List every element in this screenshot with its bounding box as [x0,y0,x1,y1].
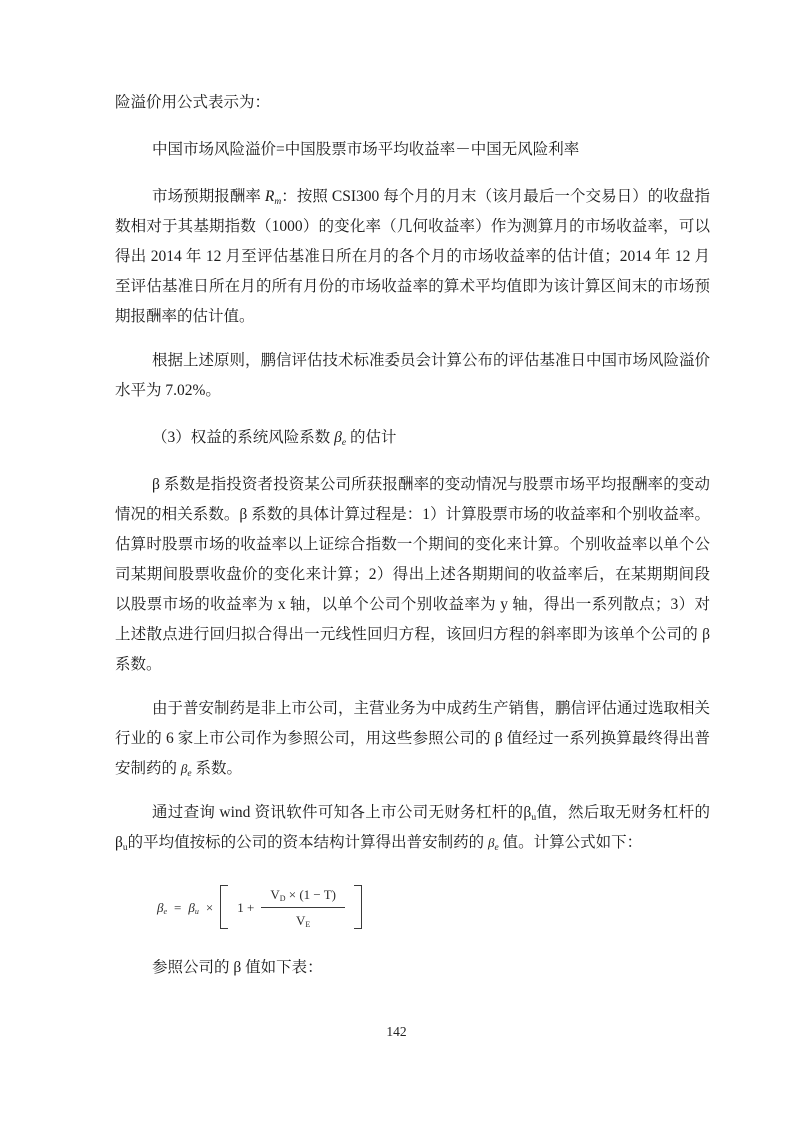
beta-u-subscript: u [122,843,128,853]
beta-base: β [188,899,195,915]
formula-beta-u [188,899,198,916]
beta-subscript: e [163,906,168,916]
ve-base: V [296,913,306,928]
text-run: 系数。 [191,760,242,777]
beta-e-symbol [180,761,192,779]
beta-subscript: u [194,906,199,916]
vd-subscript: D [279,894,286,903]
beta-u-subscript: u [531,813,537,823]
one-plus-term: 1 + [237,899,255,915]
text-run: ：按照 CSI300 每个月的月末（该月最后一个交易日）的收盘指数相对于其基期指数（1000）的变化率（几何收益率）作为测算月的市场收益率，可以得出 2014 年 12 月至评估基准日所在月的各个月的市场收益率的估计值；2014 年 12 月至评估基准日所在月的所有月份的市场收益率的算术平均值即为该计算区间末的市场预期报酬率的估计值。 [115,188,710,325]
rm-symbol [265,188,281,205]
left-bracket [220,885,228,929]
beta-conversion-formula [157,885,710,929]
equals-sign: = [174,899,182,915]
text-run: 的平均值按标的公司的资本结构计算得出普安制药的 [127,834,489,851]
section-heading-beta-estimate [115,423,710,453]
paragraph-beta-table-intro: 参照公司的 β 值如下表： [152,959,323,976]
beta-base: β [488,835,495,850]
fraction-numerator [261,885,345,908]
right-bracket [354,885,362,929]
text-run: 通过查询 wind 资讯软件可知各上市公司无财务杠杆的β [152,804,532,821]
paragraph-comparable-companies [115,694,710,784]
market-risk-premium-equation: 中国市场风险溢价=中国股票市场平均收益率－中国无风险利率 [152,141,580,158]
beta-e-symbol [334,429,346,446]
beta-subscript: e [341,438,347,448]
beta-e-symbol [488,835,499,853]
heading-text: （3）权益的系统风险系数 [152,429,335,446]
paragraph-market-expected-return [115,182,710,332]
text-run: 值。计算公式如下： [498,834,643,851]
fraction [261,885,345,929]
paragraph-wind-query [115,798,710,858]
numerator-rest: × (1 − T) [285,887,337,902]
page-number: 142 [386,1024,407,1039]
text-run: 由于普安制药是非上市公司，主营业务为中成药生产销售，鹏信评估通过选取相关行业的 6 家上市公司作为参照公司，用这些参照公司的 β 值经过一系列换算最终得出普安制药的 [115,700,711,777]
fraction-denominator [261,908,345,929]
paragraph-beta-definition: β 系数是指投资者投资某公司所获报酬率的变动情况与股票市场平均报酬率的变动情况的相关系数。β 系数的具体计算过程是：1）计算股票市场的收益率和个别收益率。估算时股票市场的收益率以上证综合指数一个期间的变化来计算。个别收益率以单个公司某期间股票收盘价的变化来计算；2）得出上述各期期间的收益率后，在某期期间段以股票市场的收益率为 x 轴，以单个公司个别收益率为 y 轴，得出一系列散点；3）对上述散点进行回归拟合得出一元线性回归方程，该回归方程的斜率即为该单个公司的 β 系数。 [115,476,710,673]
rm-subscript: m [274,197,282,207]
heading-text: 的估计 [346,429,397,446]
beta-base: β [157,899,164,915]
paragraph-risk-premium-lead: 险溢价用公式表示为： [115,94,271,111]
multiply-sign: × [205,899,214,915]
beta-subscript: e [494,843,499,853]
text-run: 市场预期报酬率 [152,188,265,205]
ve-subscript: E [305,920,311,929]
text-run: 值，然后取无财务杠杆的β [115,804,710,851]
vd-base: V [270,887,280,902]
beta-base: β [180,761,188,776]
formula-beta-e [157,899,167,916]
beta-subscript: e [187,769,192,779]
rm-base: R [264,188,275,205]
paragraph-risk-premium-level: 根据上述原则，鹏信评估技术标准委员会计算公布的评估基准日中国市场风险溢价水平为 7.02%。 [115,352,711,399]
beta-base: β [334,429,342,446]
